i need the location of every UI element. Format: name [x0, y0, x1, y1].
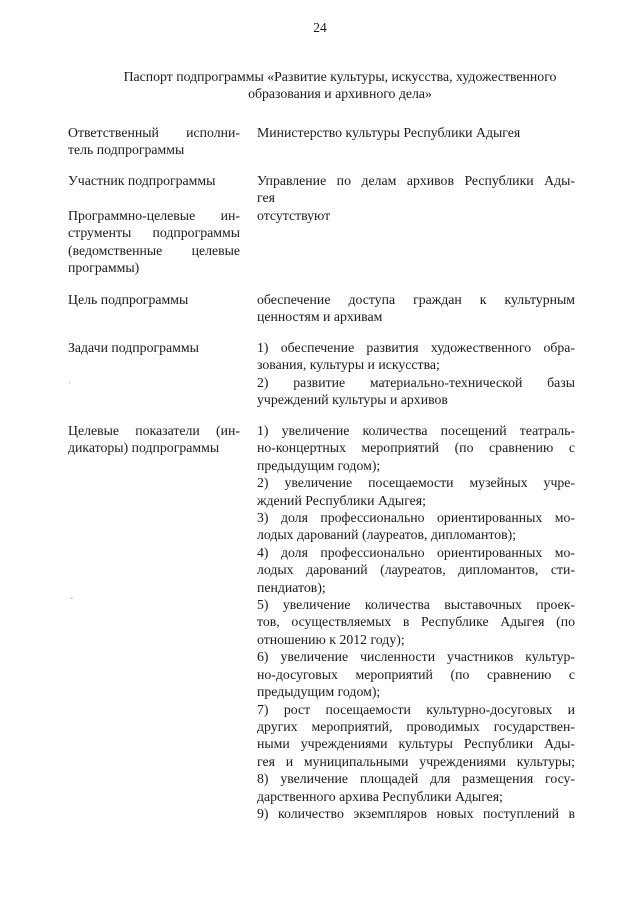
row-label — [68, 291, 240, 308]
value-line: 1) увеличение количества посещений театраль- — [257, 423, 575, 438]
value-line: 1) обеспечение развития художественного обра- — [257, 340, 575, 355]
value-line: тов, осуществляемых в Республике Адыгея (по — [257, 614, 575, 630]
value-line: 2) развитие материально-технической базы — [257, 374, 575, 390]
label-line: Программно-целевые ин- — [68, 208, 240, 223]
row-label — [68, 339, 240, 356]
value-line: Министерство культуры Республики Адыгея — [257, 125, 521, 140]
value-line: гея и муниципальными учреждениями культуры; — [257, 753, 575, 769]
value-line: учреждений культуры и архивов — [257, 392, 448, 408]
value-line: 2) увеличение посещаемости музейных учре- — [257, 475, 575, 491]
label-line: дикаторы) подпрограммы — [68, 440, 220, 456]
value-line: 8) увеличение площадей для размещения госу- — [257, 771, 575, 787]
value-line: предыдущим годом); — [257, 457, 381, 473]
value-line: пендиатов); — [257, 579, 326, 595]
value-line: зования, культуры и искусства; — [257, 357, 440, 373]
value-line: предыдущим годом); — [257, 684, 381, 700]
value-line: других мероприятий, проводимых государствен- — [257, 718, 575, 734]
value-line: ждений Республики Адыгея; — [257, 492, 426, 508]
label-line: (ведомственные целевые — [68, 242, 240, 258]
row-value — [257, 207, 575, 224]
value-line: лодых дарований (лауреатов, дипломантов); — [257, 527, 517, 543]
row-label — [68, 124, 240, 159]
label-line: Задачи подпрограммы — [68, 340, 199, 355]
scan-speck: · — [68, 378, 71, 388]
row-value — [257, 339, 575, 409]
value-line: гея — [257, 190, 275, 206]
label-line: Цель подпрограммы — [68, 292, 189, 307]
subprogram-passport-title — [100, 68, 580, 102]
value-line: но-досуговых мероприятий (по сравнению с — [257, 666, 575, 682]
value-line: 4) доля профессионально ориентированных мо- — [257, 544, 575, 560]
row-value — [257, 172, 575, 207]
label-line: программы) — [68, 260, 140, 276]
row-value — [257, 291, 575, 326]
value-line: 7) рост посещаемости культурно-досуговых и — [257, 701, 575, 717]
row-value — [257, 422, 575, 822]
value-line: 5) увеличение количества выставочных проек- — [257, 597, 575, 613]
row-label — [68, 207, 240, 277]
value-line: ценностям и архивам — [257, 309, 383, 325]
value-line: 3) доля профессионально ориентированных мо- — [257, 510, 575, 526]
title-line: Паспорт подпрограммы «Развитие культуры, искусства, художественного — [123, 69, 557, 84]
value-line: Управление по делам архивов Республики Ады- — [257, 173, 575, 188]
value-line: дарственного архива Республики Адыгея; — [257, 788, 503, 804]
value-line: лодых дарований (лауреатов, дипломантов, сти- — [257, 562, 575, 578]
label-line: Ответственный исполни- — [68, 125, 240, 140]
label-line: струменты подпрограммы — [68, 225, 240, 241]
title-line: образования и архивного дела» — [248, 86, 432, 101]
value-line: но-концертных мероприятий (по сравнению с — [257, 440, 575, 456]
label-line: Участник подпрограммы — [68, 173, 216, 188]
page-number: 24 — [313, 20, 327, 35]
value-line: отношению к 2012 году); — [257, 631, 405, 647]
scan-speck: ˇ — [70, 596, 73, 606]
value-line: отсутствуют — [257, 208, 331, 223]
value-line: ными учреждениями культуры Республики Ады- — [257, 736, 575, 752]
value-line: обеспечение доступа граждан к культурным — [257, 292, 575, 307]
value-line: 6) увеличение численности участников культур- — [257, 649, 575, 665]
label-line: Целевые показатели (ин- — [68, 423, 240, 438]
value-line: 9) количество экземпляров новых поступлений в — [257, 805, 575, 821]
label-line: тель подпрограммы — [68, 142, 185, 158]
row-value — [257, 124, 575, 141]
row-label — [68, 172, 240, 189]
row-label — [68, 422, 240, 457]
